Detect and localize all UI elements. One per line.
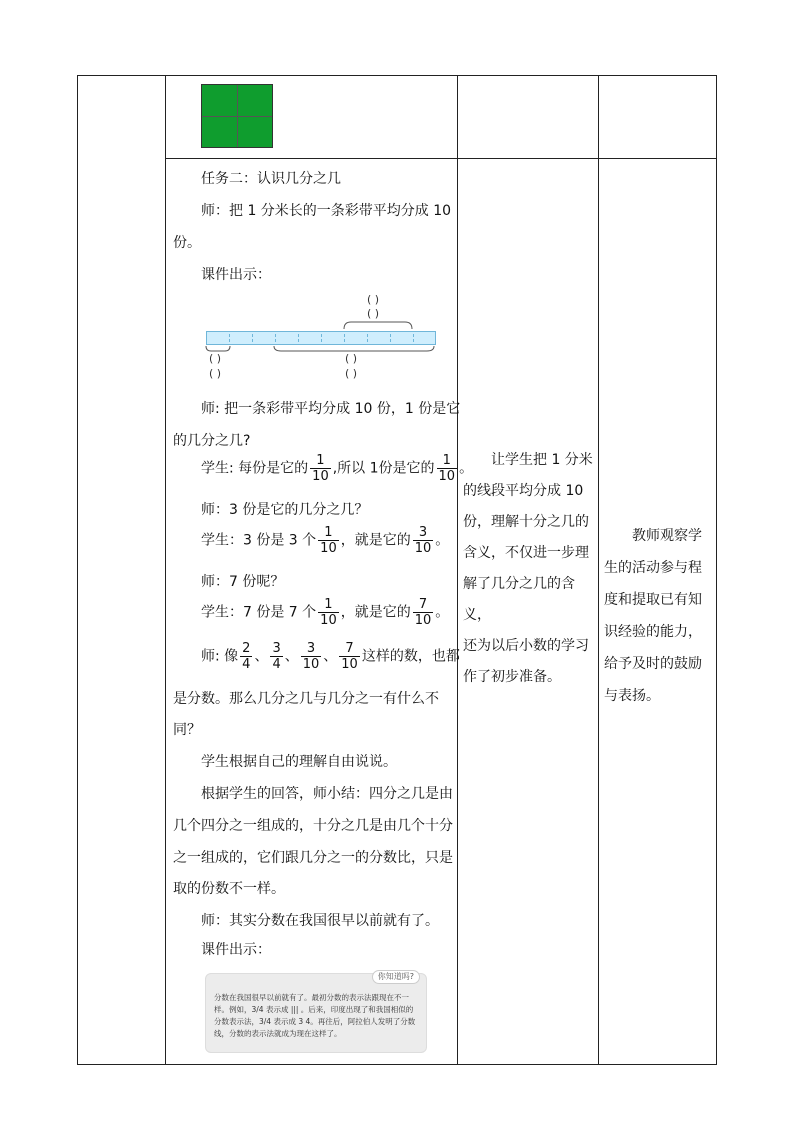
did-you-know-text: 分数在我国很早以前就有了。最初分数的表示法跟现在不一样。例如，3/4 表示成 ||| 。后来，印度出现了和我国相似的分数表示法，3/4 表示成 3 4。再往后，阿拉伯人发明了分数线，分数的表示法就成为现在这样了。 — [214, 993, 416, 1038]
text-line: 师：3 份是它的几分之几？ — [201, 502, 369, 518]
evaluation-line: 给予及时的鼓励 — [604, 656, 702, 672]
fraction: $\frac{1}{10}$ — [320, 525, 337, 556]
evaluation-column — [604, 520, 716, 712]
teacher-question-fractions: 师: 像 $\frac{2}{4}$ 、 $\frac{3}{4}$ 、 $\frac{3}{10}$ 、 $\frac{7}{10}$ 这样的数，也都 — [201, 641, 460, 672]
evaluation-line: 与表扬。 — [604, 688, 660, 704]
lesson-table — [77, 75, 717, 1065]
table-border-top — [77, 75, 717, 76]
text-line: 课件出示： — [201, 267, 271, 283]
fraction: $\frac{1}{10}$ — [312, 453, 329, 484]
intent-line: 的线段平均分成 10 — [463, 483, 584, 499]
fraction: $\frac{1}{10}$ — [320, 597, 337, 628]
evaluation-line: 生的活动参与程 — [604, 560, 702, 576]
fraction: $\frac{3}{10}$ — [414, 525, 432, 556]
fraction: $\frac{7}{10}$ — [341, 641, 358, 672]
brace-top — [343, 320, 413, 330]
intent-line: 解了几分之几的含义， — [463, 576, 575, 623]
paren-top: ( ) — [367, 293, 380, 306]
ribbon-diagram — [203, 290, 438, 380]
text-line: 取的份数不一样。 — [173, 881, 285, 897]
text-line: 几个四分之一组成的，十分之几是由几个十分 — [173, 818, 453, 834]
text-line: 师：把 1 分米长的一条彩带平均分成 10 — [201, 203, 452, 219]
table-border-right — [716, 75, 717, 1065]
table-border-bottom — [77, 1064, 717, 1065]
text-line: 师：其实分数在我国很早以前就有了。 — [201, 913, 439, 929]
student-answer-3: 学生：7 份是 7 个 $\frac{1}{10}$ ，就是它的 $\frac{7}{10}$ 。 — [201, 597, 450, 628]
paren-bottom-left: ( ) — [209, 352, 222, 365]
fraction: $\frac{3}{4}$ — [272, 641, 281, 672]
table-divider-1 — [165, 75, 166, 1065]
text-line: 根据学生的回答，师小结：四分之几是由 — [201, 786, 453, 802]
fraction: $\frac{2}{4}$ — [242, 641, 251, 672]
fraction: $\frac{3}{10}$ — [302, 641, 320, 672]
text-line: 份。 — [173, 235, 201, 251]
intent-line: 还为以后小数的学习 — [463, 638, 589, 654]
design-intent-column — [463, 445, 599, 693]
table-row-divider — [165, 158, 717, 159]
intent-line: 份，理解十分之几的 — [463, 514, 589, 530]
text-line: 学生根据自己的理解自由说说。 — [201, 754, 397, 770]
fraction: $\frac{7}{10}$ — [414, 597, 432, 628]
four-part-square-figure — [201, 84, 273, 148]
student-answer-1: 学生: 每份是它的 $\frac{1}{10}$ ,所以 1份是它的 $\frac{1}{10}$ 。 — [201, 453, 474, 484]
text-line: 师：7 份呢？ — [201, 574, 285, 590]
paren-top: ( ) — [367, 307, 380, 320]
did-you-know-box — [205, 973, 427, 1053]
text-line: 课件出示： — [201, 942, 271, 958]
table-divider-2 — [457, 75, 458, 1065]
text-line: 同？ — [173, 722, 201, 738]
task-heading: 任务二：认识几分之几 — [201, 171, 341, 187]
fraction: $\frac{1}{10}$ — [438, 453, 456, 484]
text-line: 师: 把一条彩带平均分成 10 份，1 份是它 — [201, 401, 461, 417]
paren-bottom-left: ( ) — [209, 367, 222, 380]
evaluation-line: 教师观察学 — [632, 528, 702, 544]
text-line: 是分数。那么几分之几与几分之一有什么不 — [173, 691, 439, 707]
intent-line: 含义，不仅进一步理 — [463, 545, 589, 561]
paren-bottom-right: ( ) — [345, 367, 358, 380]
evaluation-line: 识经验的能力， — [604, 624, 702, 640]
intent-line: 让学生把 1 分米 — [491, 452, 593, 468]
ribbon-bar — [206, 331, 436, 345]
paren-bottom-right: ( ) — [345, 352, 358, 365]
student-answer-2: 学生：3 份是 3 个 $\frac{1}{10}$ ，就是它的 $\frac{3}{10}$ 。 — [201, 525, 450, 556]
intent-line: 作了初步准备。 — [463, 669, 561, 685]
text-line: 之一组成的，它们跟几分之一的分数比，只是 — [173, 850, 453, 866]
text-line: 的几分之几? — [173, 433, 251, 449]
did-you-know-tag: 你知道吗? — [372, 970, 420, 984]
evaluation-line: 度和提取已有知 — [604, 592, 702, 608]
table-border-left — [77, 75, 78, 1065]
